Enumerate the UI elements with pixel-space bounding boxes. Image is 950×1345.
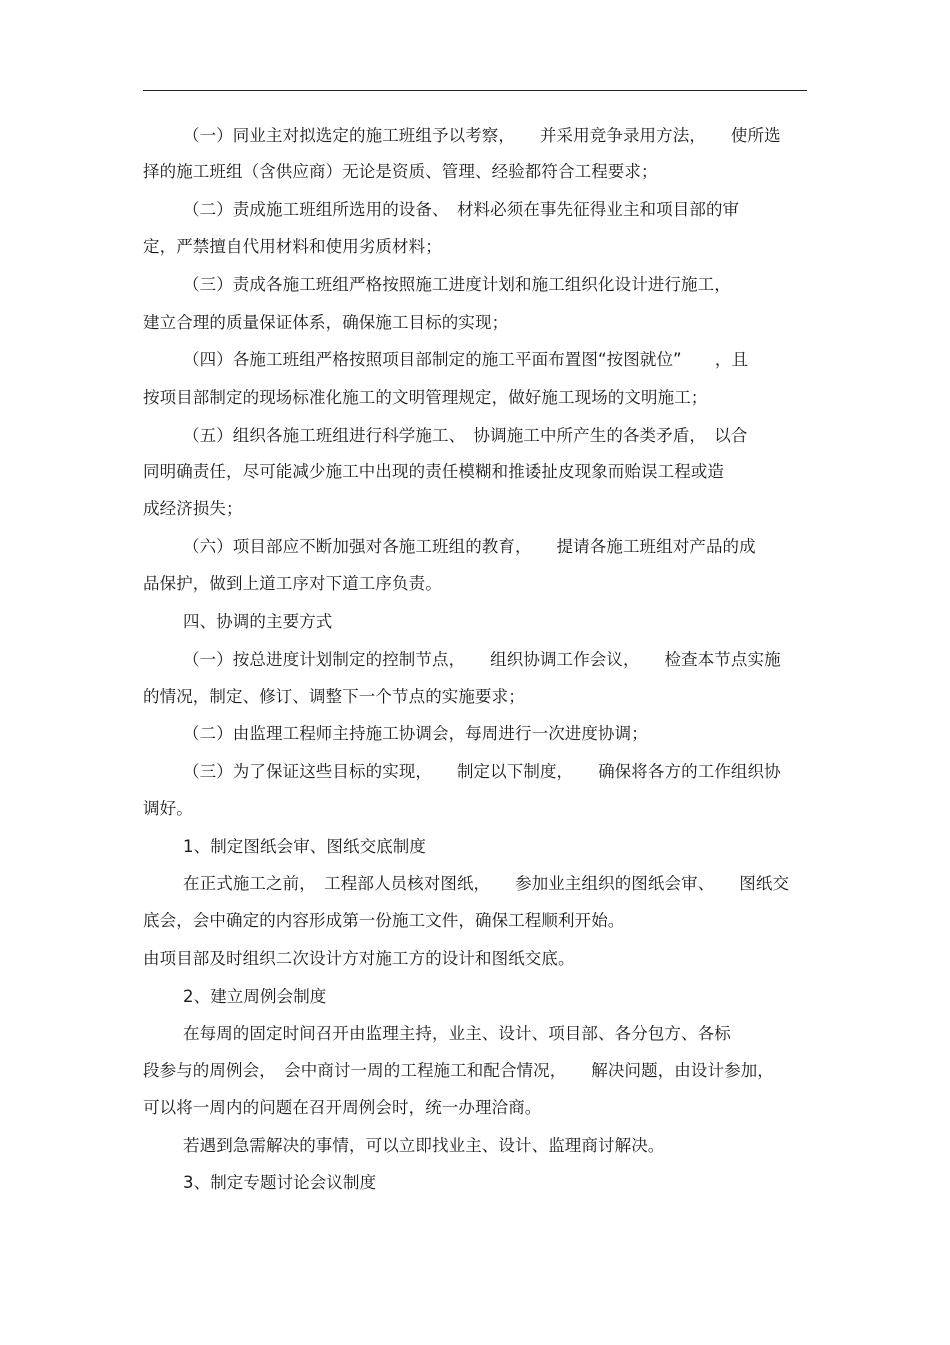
text-line: 建立合理的质量保证体系，确保施工目标的实现； [143,313,509,332]
text-line: 定，严禁擅自代用材料和使用劣质材料； [143,237,442,256]
text-line: 可以将一周内的问题在召开周例会时，统一办理洽商。 [143,1098,542,1117]
text-line: （五）组织各施工班组进行科学施工、 协调施工中所产生的各类矛盾， 以合 [183,426,748,445]
subsection-heading: 1、制定图纸会审、图纸交底制度 [183,837,426,856]
section-heading: 四、协调的主要方式 [183,612,333,631]
text-line: 择的施工班组（含供应商）无论是资质、管理、经验都符合工程要求； [143,162,658,181]
text-line: 的情况，制定、修订、调整下一个节点的实施要求； [143,687,525,706]
subsection-heading: 2、建立周例会制度 [183,987,327,1006]
text-line: 同明确责任，尽可能减少施工中出现的责任模糊和推诿扯皮现象而贻误工程或造 [143,462,724,481]
text-line: （二）由监理工程师主持施工协调会，每周进行一次进度协调； [183,724,648,743]
text-line: 按项目部制定的现场标准化施工的文明管理规定，做好施工现场的文明施工； [143,388,708,407]
text-line: 由项目部及时组织二次设计方对施工方的设计和图纸交底。 [143,949,575,968]
text-line: （一）按总进度计划制定的控制节点， 组织协调工作会议， 检查本节点实施 [183,650,781,669]
text-line: 在正式施工之前， 工程部人员核对图纸， 参加业主组织的图纸会审、 图纸交 [183,874,790,893]
subsection-heading: 3、制定专题讨论会议制度 [183,1173,377,1192]
text-line: 底会，会中确定的内容形成第一份施工文件，确保工程顺利开始。 [143,911,625,930]
text-line: （三）为了保证这些目标的实现， 制定以下制度， 确保将各方的工作组织协 [183,762,781,781]
text-line: 成经济损失； [143,499,243,518]
text-line: 段参与的周例会， 会中商讨一周的工程施工和配合情况， 解决问题，由设计参加， [143,1061,774,1080]
text-line: （二）责成施工班组所选用的设备、 材料必须在事先征得业主和项目部的审 [183,200,740,219]
text-line: 品保护，做到上道工序对下道工序负责。 [143,574,442,593]
text-line: （一）同业主对拟选定的施工班组予以考察， 并采用竞争录用方法， 使所选 [183,126,781,145]
header-rule [143,90,807,91]
text-line: （三）责成各施工班组严格按照施工进度计划和施工组织化设计进行施工， [183,275,731,294]
text-line: 在每周的固定时间召开由监理主持，业主、设计、项目部、各分包方、各标 [183,1024,731,1043]
text-line: 调好。 [143,799,193,818]
text-line: （四）各施工班组严格按照项目部制定的施工平面布置图“按图就位” ，且 [183,350,749,369]
text-line: （六）项目部应不断加强对各施工班组的教育， 提请各施工班组对产品的成 [183,537,756,556]
text-line: 若遇到急需解决的事情，可以立即找业主、设计、监理商讨解决。 [183,1136,665,1155]
